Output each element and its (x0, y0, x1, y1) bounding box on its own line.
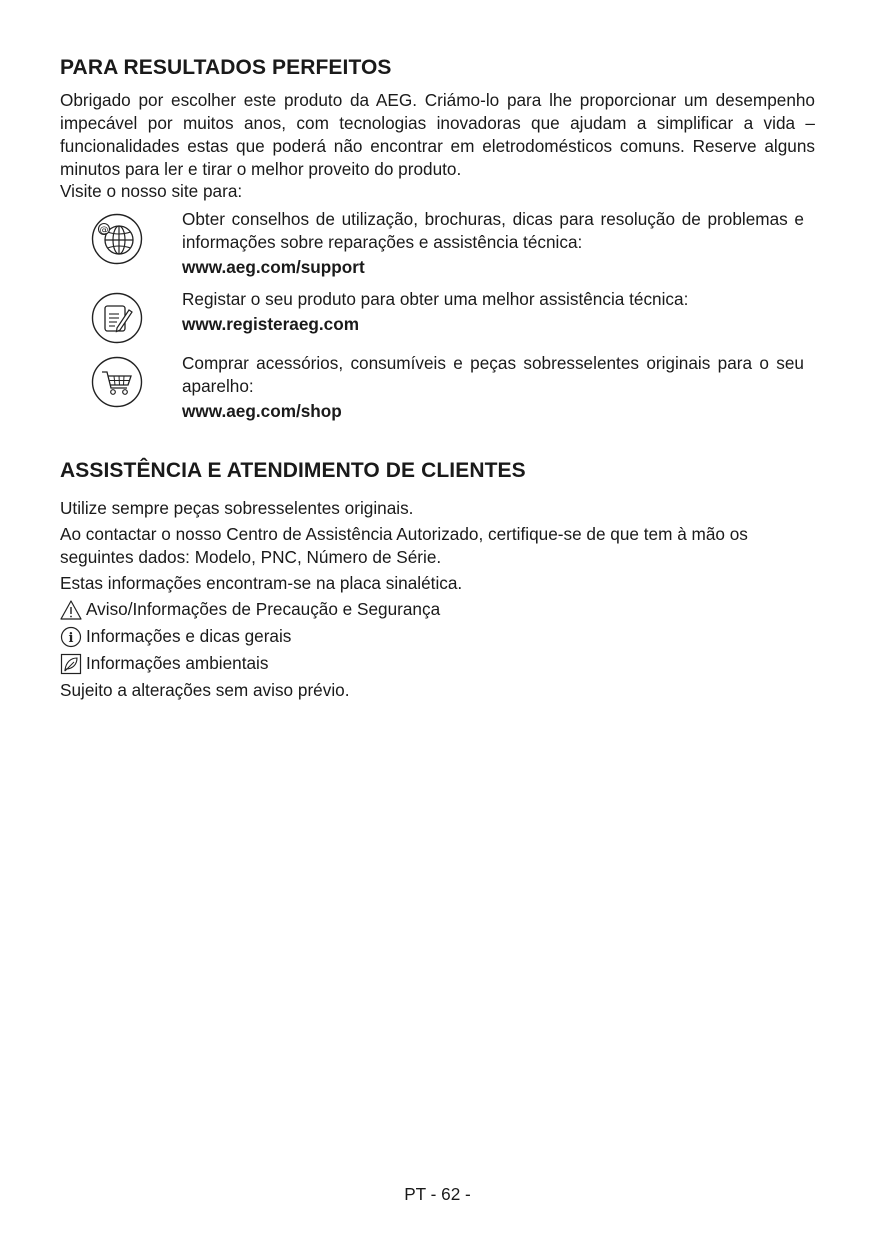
register-description: Registar o seu produto para obter uma melhor assistência técnica: (182, 289, 689, 309)
leaf-icon (60, 653, 82, 675)
support-description: Obter conselhos de utilização, brochuras, dicas para resolução de problemas e informações sobre reparações e assistência técnica: (182, 209, 804, 252)
legend-warning-label: Aviso/Informações de Precaução e Segurança (86, 599, 441, 619)
intro-paragraph: Obrigado por escolher este produto da AEG. Criámo-lo para lhe proporcionar um desempenho impecável por muitos anos, com tecnologias inovadoras que ajudam a simplificar a vida – funcionalidades estas que poderá não encontrar em eletrodomésticos comuns. Reserve alguns minutos para ler e tirar o melhor proveito do produto. (60, 90, 815, 179)
support-link[interactable]: www.aeg.com/support (182, 257, 365, 277)
contact-service-text: Ao contactar o nosso Centro de Assistência Autorizado, certifique-se de que tem à mão os seguintes dados: Modelo, PNC, Número de Série. (60, 524, 748, 567)
subject-to-change-note: Sujeito a alterações sem aviso prévio. (60, 680, 350, 700)
info-icon (60, 626, 82, 648)
register-icon (91, 292, 143, 344)
rating-plate-text: Estas informações encontram-se na placa sinalética. (60, 573, 463, 593)
original-parts-text: Utilize sempre peças sobresselentes originais. (60, 498, 414, 518)
section-heading-perfect-results: PARA RESULTADOS PERFEITOS (60, 56, 392, 79)
visit-site-text: Visite o nosso site para: (60, 181, 243, 201)
cart-icon (91, 356, 143, 408)
legend-environment (60, 652, 815, 675)
globe-icon (91, 213, 143, 265)
legend-info-label: Informações e dicas gerais (86, 626, 292, 646)
legend-info (60, 625, 815, 648)
shop-link[interactable]: www.aeg.com/shop (182, 401, 342, 421)
warning-icon (60, 599, 82, 621)
page-number: PT - 62 - (404, 1184, 471, 1204)
legend-warning (60, 598, 815, 621)
svg-text:i: i (68, 630, 74, 646)
register-link[interactable]: www.registeraeg.com (182, 314, 360, 334)
svg-text:@: @ (99, 225, 109, 236)
legend-environment-label: Informações ambientais (86, 653, 269, 673)
shop-description: Comprar acessórios, consumíveis e peças sobresselentes originais para o seu aparelho: (182, 353, 804, 396)
section-heading-customer-service: ASSISTÊNCIA E ATENDIMENTO DE CLIENTES (60, 459, 526, 482)
customer-service-section (60, 497, 815, 705)
